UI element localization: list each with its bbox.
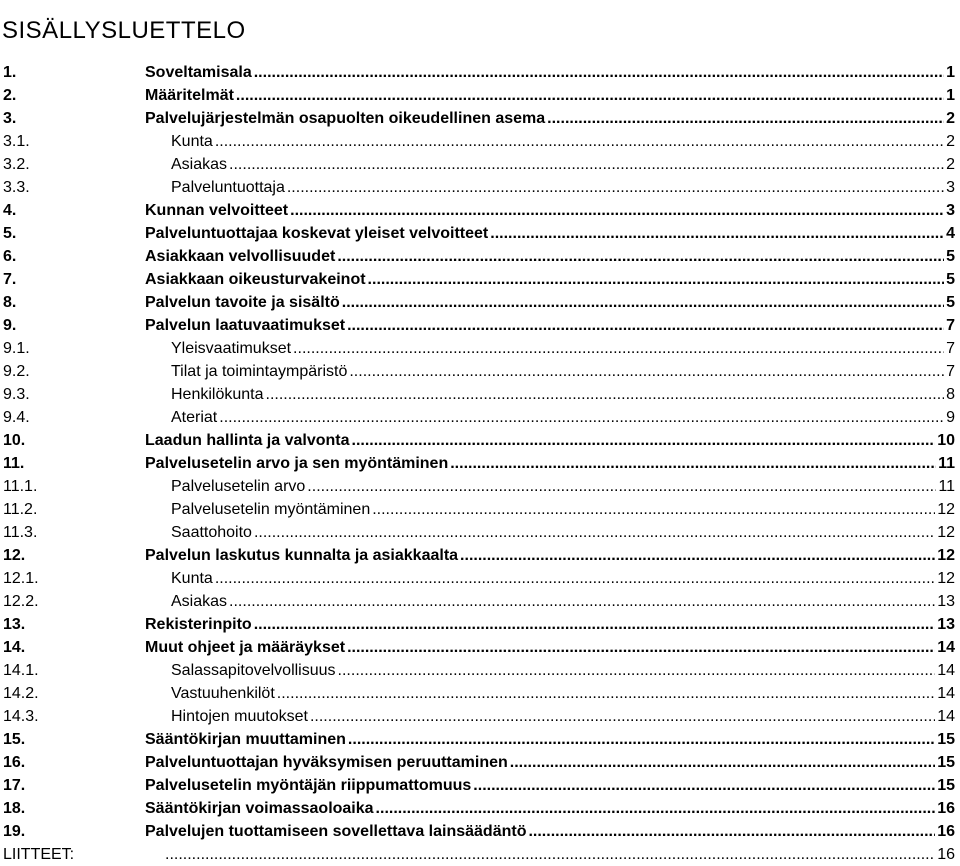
- toc-entry-page-number: 1: [946, 87, 955, 104]
- toc-entry[interactable]: [0, 728, 955, 751]
- toc-entry-title: Laadun hallinta ja valvonta: [145, 432, 350, 449]
- dot-leader: [213, 567, 935, 590]
- dot-leader: [545, 107, 944, 130]
- toc-entry-number: 6.: [3, 248, 17, 265]
- dot-leader: [508, 751, 935, 774]
- dot-leader: [374, 797, 936, 820]
- dot-leader: [346, 728, 935, 751]
- toc-entry[interactable]: [0, 130, 955, 153]
- toc-entry[interactable]: [0, 222, 955, 245]
- toc-entry-number: 11.2.: [3, 501, 38, 518]
- toc-entry-page-number: 10: [937, 432, 955, 449]
- toc-entry-page-number: 5: [946, 294, 955, 311]
- toc-entry-page-number: 13: [937, 593, 955, 610]
- toc-entry[interactable]: [0, 659, 955, 682]
- toc-entry-number: 18.: [3, 800, 26, 817]
- toc-entry[interactable]: [0, 751, 955, 774]
- toc-entry[interactable]: [0, 337, 955, 360]
- toc-entry-number: 13.: [3, 616, 26, 633]
- toc-entry-page-number: 11: [938, 455, 955, 472]
- toc-entry-body: [145, 61, 955, 84]
- toc-entry-body: [163, 843, 955, 866]
- toc-entry-title: Määritelmät: [145, 87, 234, 104]
- toc-entry-page-number: 3: [946, 179, 955, 196]
- toc-entry-number: 9.3.: [3, 386, 30, 403]
- dot-leader: [448, 452, 936, 475]
- toc-entry-number: 2.: [3, 87, 17, 104]
- toc-entry-number: 11.1.: [3, 478, 38, 495]
- toc-entry-body: [145, 636, 955, 659]
- toc-entry-title: Salassapitovelvollisuus: [171, 662, 336, 679]
- toc-entry-title: Palvelusetelin arvo ja sen myöntäminen: [145, 455, 449, 472]
- toc-entry-number: 3.2.: [3, 156, 30, 173]
- toc-entry[interactable]: [0, 107, 955, 130]
- toc-entry-page-number: 2: [946, 156, 955, 173]
- toc-entry-number: 8.: [3, 294, 17, 311]
- toc-entry-page-number: 8: [946, 386, 955, 403]
- toc-entry-page-number: 15: [937, 731, 955, 748]
- toc-entry-page-number: 16: [937, 846, 955, 863]
- dot-leader: [213, 130, 944, 153]
- dot-leader: [488, 222, 944, 245]
- dot-leader: [163, 843, 935, 866]
- dot-leader: [366, 268, 945, 291]
- toc-entry-body: [171, 705, 955, 728]
- toc-entry-number: 9.2.: [3, 363, 30, 380]
- dot-leader: [227, 153, 944, 176]
- dot-leader: [526, 820, 935, 843]
- toc-entry-title: Palvelun laatuvaatimukset: [145, 317, 346, 334]
- toc-entry-title: Asiakas: [171, 156, 228, 173]
- toc-entry-title: Palvelujärjestelmän osapuolten oikeudellinen asema: [145, 110, 546, 127]
- toc-entry-title: Muut ohjeet ja määräykset: [145, 639, 346, 656]
- dot-leader: [345, 636, 935, 659]
- toc-entry[interactable]: [0, 360, 955, 383]
- dot-leader: [227, 590, 935, 613]
- toc-entry-page-number: 15: [937, 777, 955, 794]
- toc-entry-number: 14.3.: [3, 708, 39, 725]
- dot-leader: [252, 613, 936, 636]
- toc-entry-title: Palvelun tavoite ja sisältö: [145, 294, 340, 311]
- toc-entry-title: Palvelusetelin myöntäminen: [171, 501, 371, 518]
- toc-entry-title: Asiakas: [171, 593, 228, 610]
- toc-entry[interactable]: [0, 820, 955, 843]
- toc-entry-number: 19.: [3, 823, 26, 840]
- toc-entry-number: 15.: [3, 731, 26, 748]
- toc-entry-body: [145, 797, 955, 820]
- toc-entry-title: Asiakkaan oikeusturvakeinot: [145, 271, 366, 288]
- toc-entry[interactable]: [0, 682, 955, 705]
- toc-entry-number: 9.1.: [3, 340, 30, 357]
- toc-entry[interactable]: [0, 521, 955, 544]
- toc-entry-page-number: 2: [946, 133, 955, 150]
- toc-entry-title: Henkilökunta: [171, 386, 264, 403]
- toc-entry[interactable]: [0, 498, 955, 521]
- dot-leader: [252, 61, 944, 84]
- toc-entry-page-number: 14: [937, 685, 955, 702]
- toc-entry-title: Palvelun laskutus kunnalta ja asiakkaalta: [145, 547, 459, 564]
- dot-leader: [264, 383, 945, 406]
- toc-entry-title: Palveluntuottaja: [171, 179, 285, 196]
- toc-entry-body: [145, 314, 955, 337]
- toc-entry-body: [145, 268, 955, 291]
- toc-entry-page-number: 3: [946, 202, 955, 219]
- toc-entry-body: [171, 682, 955, 705]
- dot-leader: [252, 521, 935, 544]
- dot-leader: [305, 475, 936, 498]
- dot-leader: [288, 199, 944, 222]
- toc-entry-page-number: 4: [946, 225, 955, 242]
- toc-entry-body: [171, 475, 955, 498]
- dot-leader: [308, 705, 935, 728]
- toc-entry-title: Kunta: [171, 570, 213, 587]
- toc-entry-body: [145, 613, 955, 636]
- toc-entry-body: [171, 406, 955, 429]
- dot-leader: [458, 544, 935, 567]
- toc-entry-title: Rekisterinpito: [145, 616, 252, 633]
- toc-entry-number: 16.: [3, 754, 26, 771]
- toc-entry-body: [171, 567, 955, 590]
- page-title: SISÄLLYSLUETTELO: [2, 17, 246, 45]
- toc-entry-body: [171, 337, 955, 360]
- toc-entry[interactable]: [0, 383, 955, 406]
- toc-entry-title: Palvelusetelin myöntäjän riippumattomuus: [145, 777, 472, 794]
- toc-entry[interactable]: [0, 268, 955, 291]
- toc-entry-page-number: 14: [937, 708, 955, 725]
- toc-entry-body: [171, 383, 955, 406]
- toc-entry-body: [171, 130, 955, 153]
- toc-entry-body: [171, 153, 955, 176]
- toc-entry-page-number: 7: [946, 363, 955, 380]
- toc-entry-body: [145, 751, 955, 774]
- toc-entry-number: LIITTEET:: [3, 846, 75, 863]
- toc-entry-number: 17.: [3, 777, 26, 794]
- toc-entry-page-number: 16: [937, 800, 955, 817]
- toc-entry-body: [145, 84, 955, 107]
- toc-entry-body: [145, 452, 955, 475]
- toc-entry-title: Yleisvaatimukset: [171, 340, 292, 357]
- toc-entry-title: Vastuuhenkilöt: [171, 685, 275, 702]
- toc-entry-page-number: 7: [946, 317, 955, 334]
- toc-entry-page-number: 9: [946, 409, 955, 426]
- toc-entry[interactable]: [0, 61, 955, 84]
- toc-entry[interactable]: [0, 84, 955, 107]
- toc-entry[interactable]: [0, 314, 955, 337]
- toc-entry-page-number: 2: [946, 110, 955, 127]
- toc-entry[interactable]: [0, 705, 955, 728]
- toc-entry-page-number: 5: [946, 248, 955, 265]
- toc-entry-page-number: 14: [937, 639, 955, 656]
- toc-entry-number: 3.3.: [3, 179, 30, 196]
- toc-entry-title: Palvelujen tuottamiseen sovellettava lainsäädäntö: [145, 823, 527, 840]
- toc-entry-title: Palveluntuottajan hyväksymisen peruuttaminen: [145, 754, 508, 771]
- toc-entry-number: 11.: [3, 455, 25, 472]
- dot-leader: [370, 498, 935, 521]
- dot-leader: [335, 245, 944, 268]
- toc-entry-body: [171, 590, 955, 613]
- toc-entry-body: [145, 544, 955, 567]
- dot-leader: [291, 337, 944, 360]
- toc-entry-body: [145, 291, 955, 314]
- toc-entry[interactable]: [0, 613, 955, 636]
- toc-entry-title: Palvelusetelin arvo: [171, 478, 306, 495]
- toc-entry-title: Palveluntuottajaa koskevat yleiset velvoitteet: [145, 225, 489, 242]
- toc-entry-page-number: 7: [946, 340, 955, 357]
- toc-entry-number: 1.: [3, 64, 17, 81]
- toc-entry-body: [171, 498, 955, 521]
- toc-entry-page-number: 12: [937, 570, 955, 587]
- toc-entry-body: [145, 245, 955, 268]
- dot-leader: [275, 682, 935, 705]
- toc-entry[interactable]: [0, 429, 955, 452]
- toc-entry-body: [145, 774, 955, 797]
- toc-entry-page-number: 1: [946, 64, 955, 81]
- toc-entry-body: [145, 728, 955, 751]
- toc-entry-title: Sääntökirjan muuttaminen: [145, 731, 346, 748]
- toc-entry[interactable]: [0, 567, 955, 590]
- toc-entry[interactable]: [0, 636, 955, 659]
- toc-entry-body: [145, 222, 955, 245]
- dot-leader: [336, 659, 936, 682]
- dot-leader: [350, 429, 936, 452]
- toc-entry-number: 11.3.: [3, 524, 38, 541]
- toc-entry[interactable]: [0, 176, 955, 199]
- toc-entry-page-number: 12: [937, 501, 955, 518]
- toc-entry-page-number: 11: [938, 478, 955, 495]
- toc-entry-page-number: 16: [937, 823, 955, 840]
- toc-entry-number: 4.: [3, 202, 17, 219]
- toc-entry[interactable]: [0, 199, 955, 222]
- toc-entry[interactable]: [0, 291, 955, 314]
- toc-entry-title: Kunta: [171, 133, 213, 150]
- dot-leader: [285, 176, 944, 199]
- toc-entry[interactable]: [0, 590, 955, 613]
- toc-entry-body: [145, 820, 955, 843]
- dot-leader: [217, 406, 944, 429]
- toc-entry-number: 9.4.: [3, 409, 30, 426]
- dot-leader: [347, 360, 944, 383]
- toc-entry[interactable]: [0, 452, 955, 475]
- toc-entry-title: Ateriat: [171, 409, 218, 426]
- toc-entry-page-number: 5: [946, 271, 955, 288]
- toc-entry-page-number: 14: [937, 662, 955, 679]
- toc-entry-number: 3.1.: [3, 133, 30, 150]
- toc-entry-body: [171, 176, 955, 199]
- toc-entry-title: Hintojen muutokset: [171, 708, 308, 725]
- toc-entry-title: Soveltamisala: [145, 64, 252, 81]
- toc-entry-number: 12.1.: [3, 570, 39, 587]
- toc-entry-title: Sääntökirjan voimassaoloaika: [145, 800, 374, 817]
- toc-entry-number: 5.: [3, 225, 17, 242]
- toc-entry[interactable]: [0, 797, 955, 820]
- toc-entry-body: [145, 199, 955, 222]
- toc-entry-title: Saattohoito: [171, 524, 252, 541]
- toc-entry-number: 14.: [3, 639, 26, 656]
- dot-leader: [340, 291, 944, 314]
- toc-entry[interactable]: [0, 153, 955, 176]
- toc-entry[interactable]: [0, 774, 955, 797]
- toc-entry-number: 14.2.: [3, 685, 39, 702]
- dot-leader: [234, 84, 944, 107]
- toc-entry-body: [171, 360, 955, 383]
- dot-leader: [345, 314, 944, 337]
- toc-entry-page-number: 13: [937, 616, 955, 633]
- toc-entry-title: Kunnan velvoitteet: [145, 202, 289, 219]
- toc-entry-number: 10.: [3, 432, 26, 449]
- toc-entry[interactable]: [0, 843, 955, 866]
- dot-leader: [471, 774, 935, 797]
- toc-entry-page-number: 12: [937, 547, 955, 564]
- toc-entry-number: 14.1.: [3, 662, 39, 679]
- toc-entry-number: 9.: [3, 317, 17, 334]
- toc-entry-number: 12.: [3, 547, 26, 564]
- table-of-contents: [0, 61, 955, 866]
- toc-entry-page-number: 15: [937, 754, 955, 771]
- toc-entry[interactable]: [0, 544, 955, 567]
- toc-entry[interactable]: [0, 245, 955, 268]
- toc-entry-page-number: 12: [937, 524, 955, 541]
- toc-entry-title: Asiakkaan velvollisuudet: [145, 248, 336, 265]
- toc-entry-body: [171, 521, 955, 544]
- toc-entry-body: [145, 429, 955, 452]
- toc-entry-body: [145, 107, 955, 130]
- toc-entry-number: 12.2.: [3, 593, 39, 610]
- toc-entry-title: Tilat ja toimintaympäristö: [171, 363, 348, 380]
- toc-entry-number: 7.: [3, 271, 17, 288]
- toc-entry-body: [171, 659, 955, 682]
- toc-entry[interactable]: [0, 406, 955, 429]
- toc-entry[interactable]: [0, 475, 955, 498]
- toc-entry-number: 3.: [3, 110, 17, 127]
